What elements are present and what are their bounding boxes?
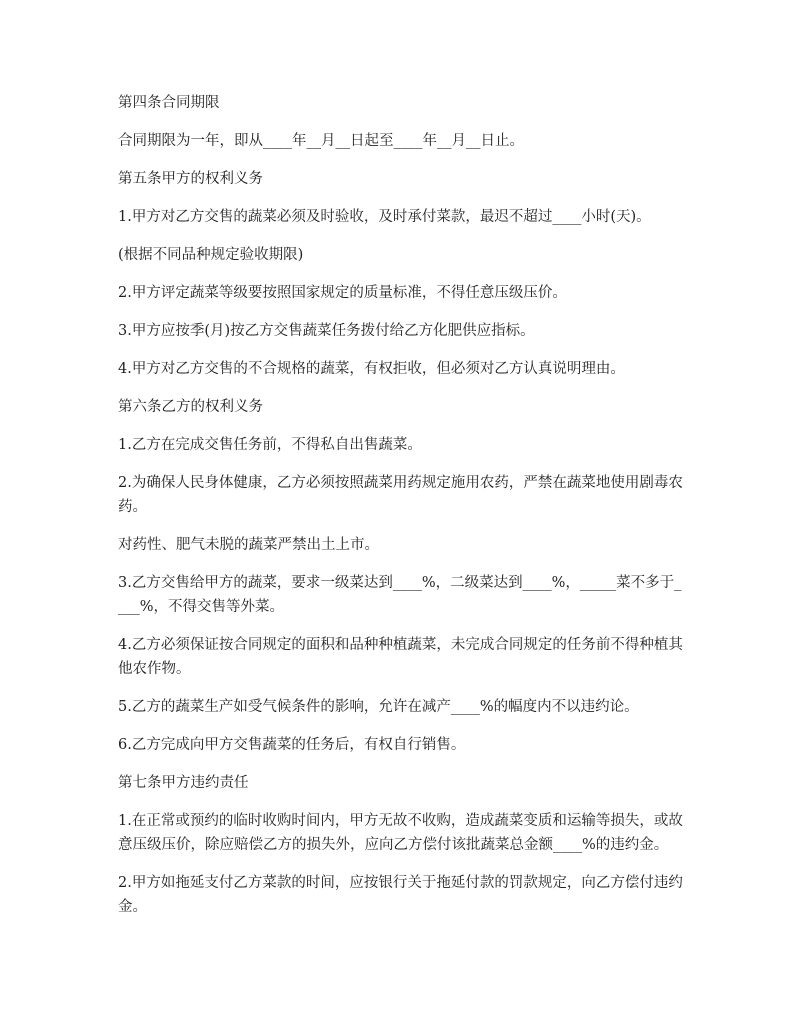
party-b-clause-1: 1.乙方在完成交售任务前，不得私自出售蔬菜。 xyxy=(118,437,422,453)
section-heading-article-7: 第七条甲方违约责任 xyxy=(118,775,249,791)
section-heading-article-5: 第五条甲方的权利义务 xyxy=(118,171,263,187)
party-b-clause-6: 6.乙方完成向甲方交售蔬菜的任务后，有权自行销售。 xyxy=(118,737,466,753)
party-a-clause-2: 2.甲方评定蔬菜等级要按照国家规定的质量标准，不得任意压级压价。 xyxy=(118,285,567,301)
document-body xyxy=(118,91,688,933)
party-b-clause-5: 5.乙方的蔬菜生产如受气候条件的影响，允许在减产____%的幅度内不以违约论。 xyxy=(118,699,639,715)
party-a-breach-clause-1: 1.在正常或预约的临时收购时间内，甲方无故不收购，造成蔬菜变质和运输等损失，或故意压级压价，除应赔偿乙方的损失外，应向乙方偿付该批蔬菜总金额____%的违约金。 xyxy=(118,813,683,853)
contract-term-paragraph: 合同期限为一年，即从____年__月__日起至____年__月__日止。 xyxy=(118,133,524,149)
party-a-clause-note: (根据不同品种规定验收期限) xyxy=(118,247,304,263)
party-b-clause-3: 3.乙方交售给甲方的蔬菜，要求一级菜达到____%，二级菜达到____%，_____菜不多于____%，不得交售等外菜。 xyxy=(118,575,682,615)
section-heading-article-6: 第六条乙方的权利义务 xyxy=(118,399,263,415)
party-a-breach-clause-2: 2.甲方如拖延支付乙方菜款的时间，应按银行关于拖延付款的罚款规定，向乙方偿付违约金。 xyxy=(118,875,683,915)
party-a-clause-3: 3.甲方应按季(月)按乙方交售蔬菜任务拨付给乙方化肥供应指标。 xyxy=(118,323,535,339)
section-heading-article-4: 第四条合同期限 xyxy=(118,95,220,111)
party-a-clause-4: 4.甲方对乙方交售的不合规格的蔬菜，有权拒收，但必须对乙方认真说明理由。 xyxy=(118,361,625,377)
party-b-clause-2-note: 对药性、肥气未脱的蔬菜严禁出土上市。 xyxy=(118,537,379,553)
party-a-clause-1: 1.甲方对乙方交售的蔬菜必须及时验收，及时承付菜款，最迟不超过____小时(天)。 xyxy=(118,209,651,225)
party-b-clause-2: 2.为确保人民身体健康，乙方必须按照蔬菜用药规定施用农药，严禁在蔬菜地使用剧毒农药。 xyxy=(118,475,683,515)
party-b-clause-4: 4.乙方必须保证按合同规定的面积和品种种植蔬菜，未完成合同规定的任务前不得种植其他农作物。 xyxy=(118,637,683,677)
